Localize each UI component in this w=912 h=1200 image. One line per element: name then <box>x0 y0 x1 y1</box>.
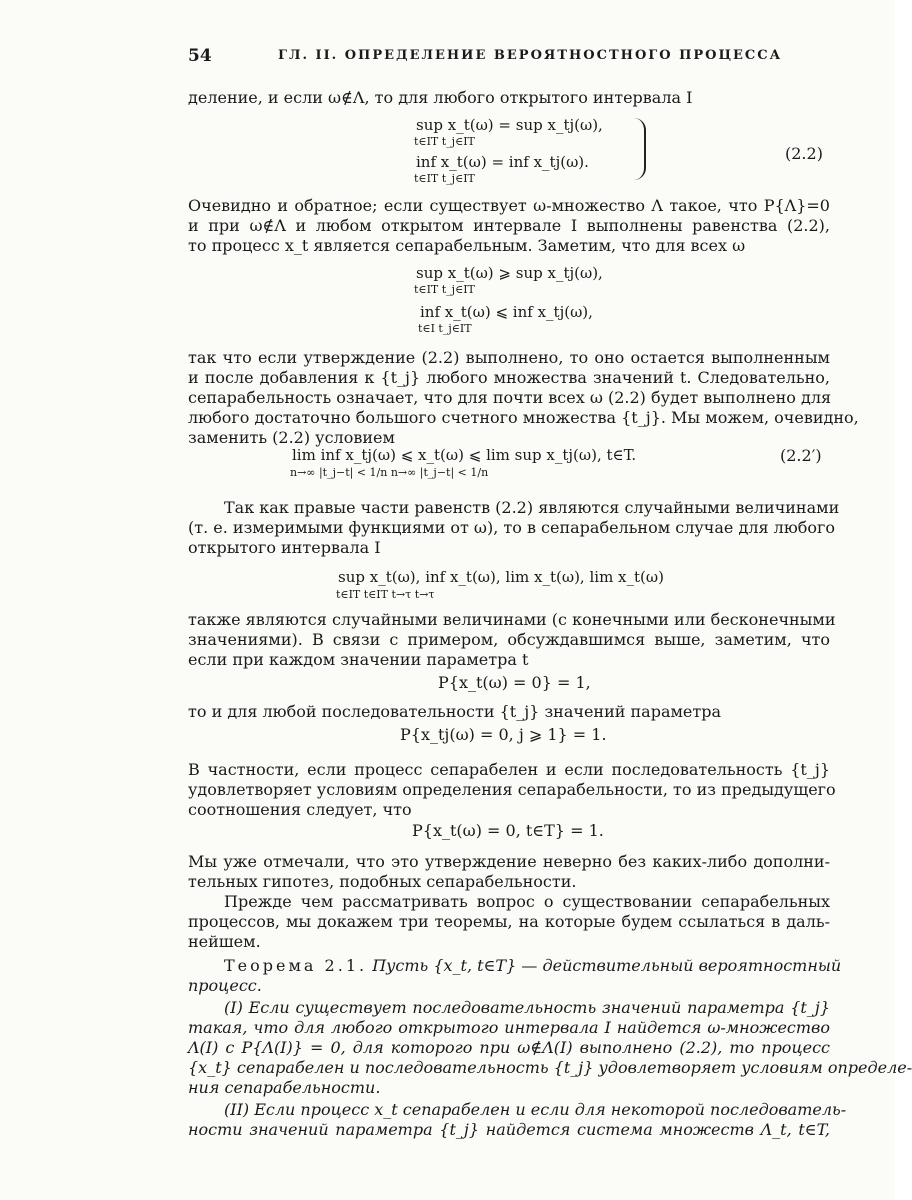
text-line: Λ(I) с P{Λ(I)} = 0, для которого при ω∉Λ(I) выполнено (2.2), то процесс <box>188 1038 830 1057</box>
text-line: то и для любой последовательности {t_j} значений параметра <box>188 702 722 721</box>
formula-sup-inequality: sup x_t(ω) ⩾ sup x_tj(ω), <box>416 264 603 282</box>
formula-sequence-probability: P{x_tj(ω) = 0, j ⩾ 1} = 1. <box>400 725 607 744</box>
formula-subscript: n→∞ |t_j−t| < 1/n n→∞ |t_j−t| < 1/n <box>290 466 489 479</box>
text-line: Мы уже отмечали, что это утверждение неверно без каких-либо дополни- <box>188 852 830 871</box>
formula-subscript: t∈IT t_j∈IT <box>414 283 475 296</box>
text-line: процессов, мы докажем три теоремы, на которые будем ссылаться в даль- <box>188 912 830 931</box>
equation-number: (2.2) <box>785 144 823 163</box>
text-line: ния сепарабельности. <box>188 1078 381 1097</box>
text-line: заменить (2.2) условием <box>188 428 395 447</box>
theorem-line <box>188 956 842 976</box>
theorem-statement: Пусть {x_t, t∈T} — действительный вероятностный <box>372 956 842 975</box>
theorem-label: Теорема 2.1. <box>224 956 368 975</box>
text-line: (т. е. измеримыми функциями от ω), то в сепарабельном случае для любого <box>188 518 836 537</box>
text-line: (I) Если существует последовательность значений параметра {t_j} <box>224 998 830 1017</box>
text-line: соотношения следует, что <box>188 800 412 819</box>
text-line: (II) Если процесс x_t сепарабелен и если для некоторой последователь- <box>224 1100 847 1119</box>
formula-subscript: t∈IT t_j∈IT <box>414 172 475 185</box>
formula-sup-equality: sup x_t(ω) = sup x_tj(ω), <box>416 116 603 134</box>
formula-subscript: t∈IT t_j∈IT <box>414 135 475 148</box>
page-header <box>188 46 830 70</box>
running-title: ГЛ. II. ОПРЕДЕЛЕНИЕ ВЕРОЯТНОСТНОГО ПРОЦЕССА <box>278 48 783 63</box>
page-number: 54 <box>188 46 212 66</box>
text-line: тельных гипотез, подобных сепарабельности. <box>188 872 577 891</box>
formula-inf-inequality: inf x_t(ω) ⩽ inf x_tj(ω), <box>420 303 593 321</box>
text-line: любого достаточно большого счетного множества {t_j}. Мы можем, очевидно, <box>188 408 859 427</box>
text-line: {x_t} сепарабелен и последовательность {t_j} удовлетворяет условиям определе- <box>188 1058 912 1077</box>
text-line: и при ω∉Λ и любом открытом интервале I выполнены равенства (2.2), <box>188 216 830 235</box>
text-line: сепарабельность означает, что для почти всех ω (2.2) будет выполнено для <box>188 388 832 407</box>
right-brace <box>632 118 646 180</box>
formula-inf-equality: inf x_t(ω) = inf x_tj(ω). <box>416 153 589 171</box>
text-line: Так как правые части равенств (2.2) являются случайными величинами <box>224 498 840 517</box>
text-line: процесс. <box>188 976 262 995</box>
text-line: так что если утверждение (2.2) выполнено, то оно остается выполненным <box>188 348 830 367</box>
formula-lim-condition: lim inf x_tj(ω) ⩽ x_t(ω) ⩽ lim sup x_tj(ω), t∈T. <box>292 446 637 464</box>
formula-limits-list: sup x_t(ω), inf x_t(ω), lim x_t(ω), lim x_t(ω) <box>338 568 664 586</box>
formula-subscript: t∈I t_j∈IT <box>418 322 472 335</box>
text-line: значениями). В связи с примером, обсуждавшимся выше, заметим, что <box>188 630 830 649</box>
text-line: также являются случайными величинами (с конечными или бесконечными <box>188 610 836 629</box>
text-line: и после добавления к {t_j} любого множества значений t. Следовательно, <box>188 368 830 387</box>
text-line: деление, и если ω∉Λ, то для любого открытого интервала I <box>188 88 693 107</box>
formula-probability-one: P{x_t(ω) = 0} = 1, <box>438 673 591 692</box>
text-line: удовлетворяет условиям определения сепарабельности, то из предыдущего <box>188 780 836 799</box>
equation-number: (2.2′) <box>780 446 822 465</box>
text-line: открытого интервала I <box>188 538 381 557</box>
text-line: нейшем. <box>188 932 261 951</box>
text-line: то процесс x_t является сепарабельным. Заметим, что для всех ω <box>188 236 746 255</box>
text-line: Прежде чем рассматривать вопрос о существовании сепарабельных <box>224 892 830 911</box>
text-line: В частности, если процесс сепарабелен и если последовательность {t_j} <box>188 760 830 779</box>
text-line: если при каждом значении параметра t <box>188 650 529 669</box>
text-line: такая, что для любого открытого интервала I найдется ω-множество <box>188 1018 830 1037</box>
formula-subscript: t∈IT t∈IT t→τ t→τ <box>336 588 435 601</box>
formula-all-t-probability: P{x_t(ω) = 0, t∈T} = 1. <box>412 821 604 840</box>
text-line: Очевидно и обратное; если существует ω-множество Λ такое, что P{Λ}=0 <box>188 196 830 215</box>
text-line: ности значений параметра {t_j} найдется система множеств Λ_t, t∈T, <box>188 1120 830 1139</box>
